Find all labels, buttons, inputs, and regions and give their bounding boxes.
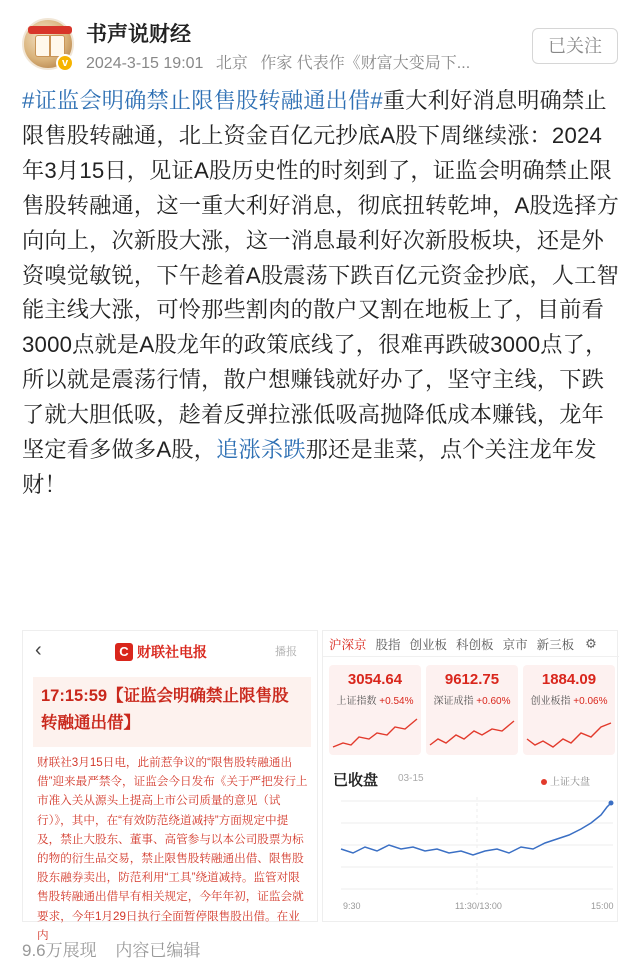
news-body: 财联社3月15日电，此前惹争议的“限售股转融通出借”迎来最严禁令，证监会今日发布《关于严把发行上市准入关从源头上提高上市公司质量的意见（试行）》，其中，在“有效防范绕道减持”方面规定中提及，禁止大股东、董事、高管参与以本公司股票为标的物的衍生品交易，禁止限售股转融通出借、限售股股东融券卖出，防范利用“工具”绕道减持。监管对限售股转融通出借早有相关规定，今年年初，证监会就要求，今年1月29日执行全面暂停限售股出借。在业内	[37, 756, 308, 942]
index-sparkline	[523, 709, 615, 755]
author-name[interactable]: 书声说财经	[86, 23, 191, 46]
market-screenshot-image[interactable]	[322, 630, 618, 922]
back-icon: ‹	[35, 639, 42, 661]
index-value: 3054.64	[347, 671, 403, 688]
play-label: 播报	[275, 646, 297, 658]
post-timestamp: 2024-3-15 19:01	[86, 55, 204, 72]
tab-item: 沪深京	[329, 637, 367, 652]
index-label: 创业板指 +0.06%	[530, 696, 608, 707]
chart-legend: 上证大盘	[541, 773, 590, 788]
index-value: 1884.09	[541, 671, 597, 688]
index-label: 深证成指 +0.60%	[433, 696, 511, 707]
index-card	[523, 665, 615, 755]
avatar-ribbon	[28, 26, 72, 34]
tab-item: 股指	[375, 637, 401, 652]
x-tick-label: 11:30/13:00	[455, 901, 502, 911]
tab-item: 创业板	[409, 637, 448, 652]
view-count: 9.6万展现	[22, 941, 97, 960]
index-sparkline	[329, 709, 421, 755]
index-card	[329, 665, 421, 755]
news-logo	[115, 641, 207, 663]
post-body	[22, 84, 622, 503]
index-label: 上证指数 +0.54%	[336, 696, 414, 707]
post-header	[0, 0, 640, 84]
logo-text: 财联社电报	[137, 644, 207, 660]
index-change: +0.54%	[379, 696, 414, 707]
logo-letter: C	[115, 643, 133, 661]
x-tick-label: 9:30	[343, 901, 361, 911]
intraday-line	[341, 803, 611, 855]
post-meta	[86, 50, 516, 73]
hashtag-link[interactable]: #证监会明确禁止限售股转融通出借#	[22, 88, 383, 113]
index-cards	[329, 665, 615, 755]
index-sparkline	[426, 709, 518, 755]
topic-link[interactable]: 追涨杀跌	[216, 437, 306, 463]
book-icon	[36, 36, 64, 56]
news-screenshot-image[interactable]	[22, 630, 318, 942]
gear-icon: ⚙	[585, 635, 597, 651]
edited-label: 内容已编辑	[115, 941, 201, 960]
post-text-1: 重大利好消息明确禁止限售股转融通，北上资金百亿元抄底A股下周继续涨：2024年3月15日，见证A股历史性的时刻到了，证监会明确禁止限售股转融通，这一重大利好消息，彻底扭转乾坤，A股选择方向向上，次新股大涨，这一消息最利好次新股板块，还是外资嗅觉敏锐，下午趁着A股震荡下跌百亿元资金抄底，人工智能主线大涨，可怜那些割肉的散户又割在地板上了，目前看3000点就是A股龙年的政策底线了，很难再跌破3000点了，所以就是震荡行情，散户想赚钱就好办了，坚守主线，下跌了就大胆低吸，趁着反弹拉涨低吸高抛降低成本赚钱，龙年坚定看多做多A股，	[22, 88, 620, 463]
post-location: 北京	[215, 55, 248, 72]
chart-gridlines	[341, 797, 613, 895]
v-badge-icon: v	[56, 54, 74, 72]
tab-item: 新三板	[536, 637, 575, 652]
post-footer	[22, 936, 214, 961]
index-change: +0.60%	[476, 696, 511, 707]
intraday-chart	[323, 791, 619, 921]
legend-dot-icon	[541, 779, 547, 785]
x-tick-label: 15:00	[591, 901, 614, 911]
market-tabs	[323, 631, 619, 657]
market-close-date: 03-15	[398, 773, 424, 784]
market-close-title: 已收盘	[333, 772, 379, 789]
follow-button[interactable]: 已关注	[532, 28, 618, 64]
author-profile: 作家 代表作《财富大变局下...	[260, 55, 471, 72]
index-change: +0.06%	[573, 696, 608, 707]
news-headline: 17:15:59【证监会明确禁止限售股转融通出借】	[41, 687, 289, 732]
tab-item: 京市	[502, 637, 528, 652]
index-card	[426, 665, 518, 755]
news-topbar	[23, 631, 319, 671]
tab-item: 科创板	[456, 637, 494, 652]
post-text-2: 那还是韭菜，点个关注龙年发财！	[22, 437, 597, 497]
index-value: 9612.75	[444, 671, 500, 688]
news-headline-box	[33, 677, 311, 747]
chart-end-dot	[609, 801, 614, 806]
